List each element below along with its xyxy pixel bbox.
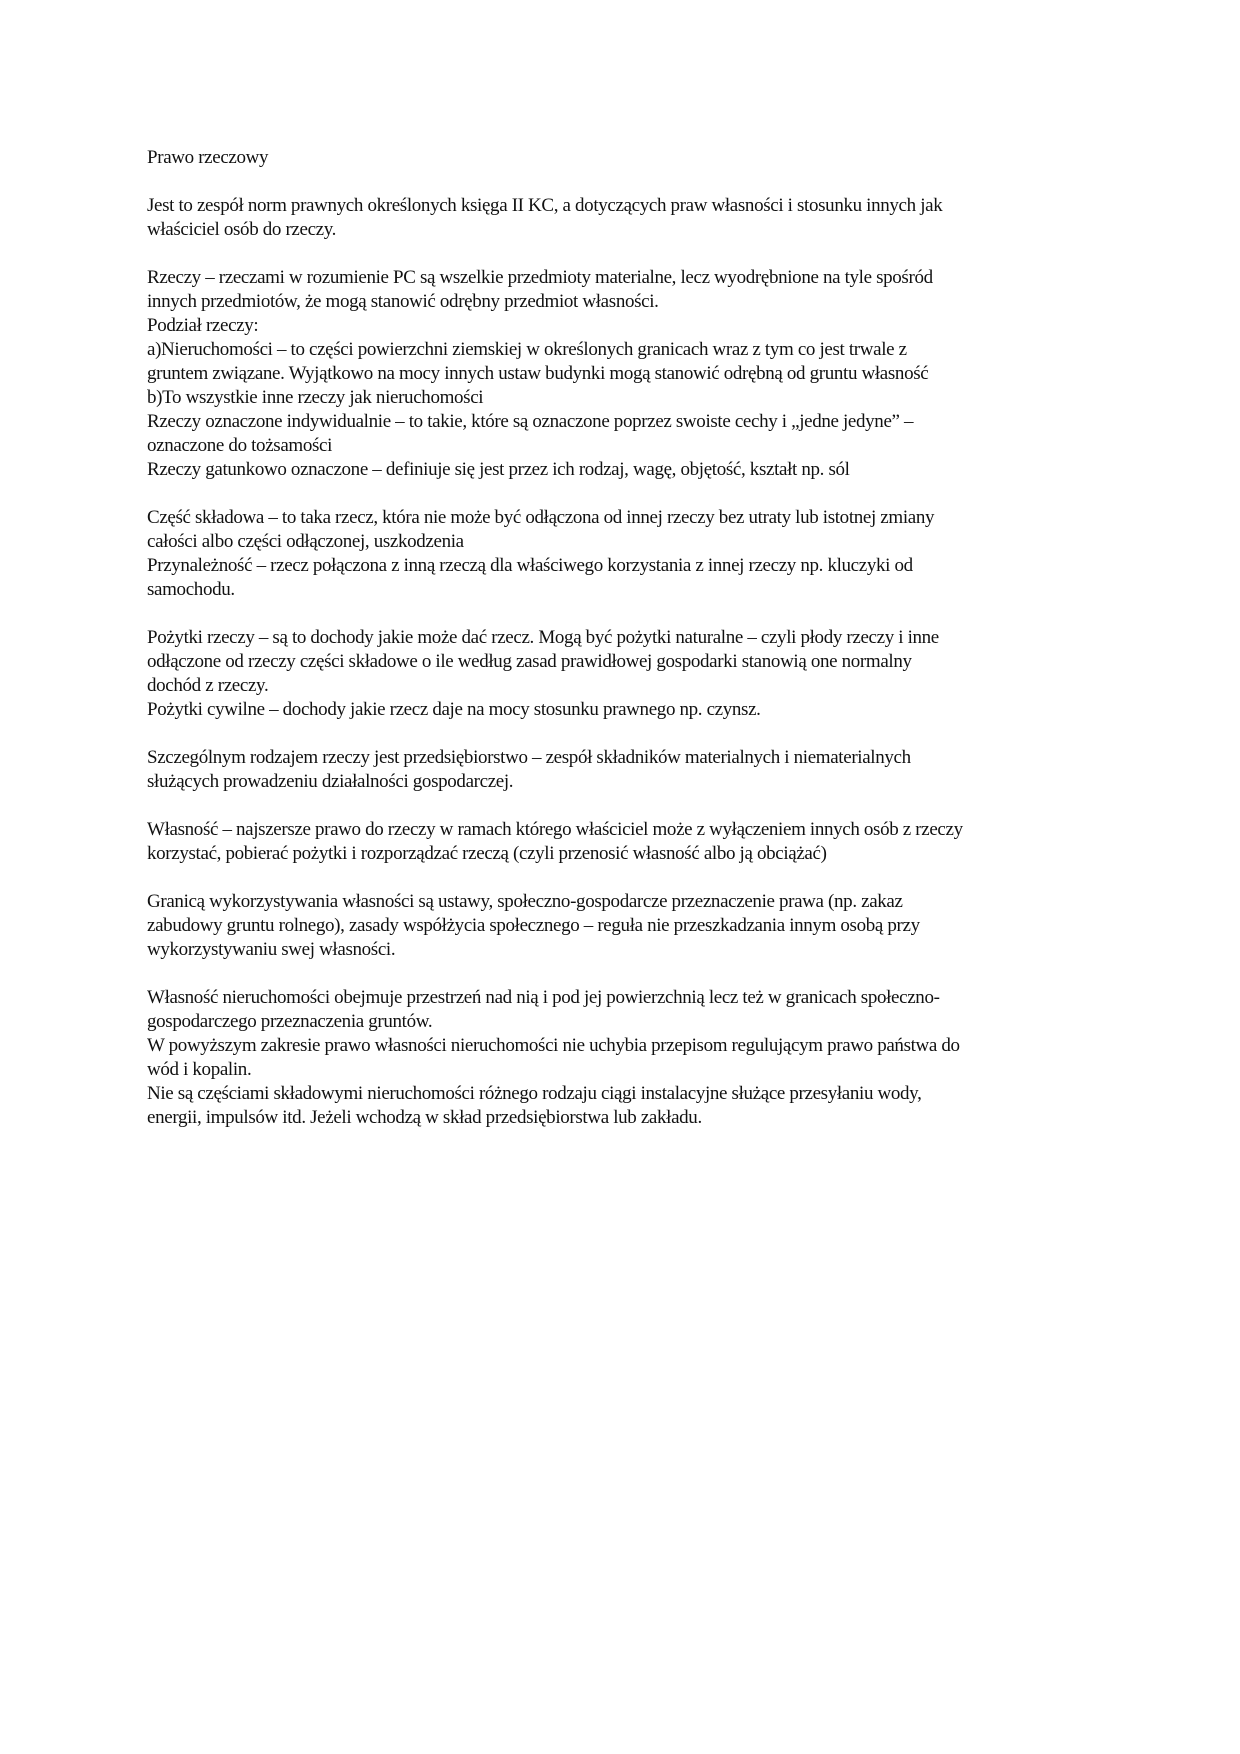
paragraph-gap	[147, 602, 1087, 626]
text-line: Przynależność – rzecz połączona z inną rzeczą dla właściwego korzystania z innej rzeczy np. kluczyki od	[147, 555, 913, 576]
paragraph-wlasnosc	[147, 818, 1087, 866]
paragraph-czesc-skladowa	[147, 506, 1087, 602]
text-line: samochodu.	[147, 579, 235, 600]
paragraph-gap	[147, 242, 1087, 266]
text-line: korzystać, pobierać pożytki i rozporządzać rzeczą (czyli przenosić własność albo ją obciążać)	[147, 843, 827, 864]
text-line: a)Nieruchomości – to części powierzchni ziemskiej w określonych granicach wraz z tym co jest trwale z	[147, 339, 907, 360]
text-line: odłączone od rzeczy części składowe o ile według zasad prawidłowej gospodarki stanowią one normalny	[147, 651, 912, 672]
paragraph-granica	[147, 890, 1087, 962]
text-line: zabudowy gruntu rolnego), zasady współżycia społecznego – reguła nie przeszkadzania innym osobą przy	[147, 915, 920, 936]
text-line: właściciel osób do rzeczy.	[147, 219, 337, 240]
text-line: oznaczone do tożsamości	[147, 435, 333, 456]
text-line: Rzeczy oznaczone indywidualnie – to takie, które są oznaczone poprzez swoiste cechy i „jedne jedyne” –	[147, 411, 914, 432]
text-line: gospodarczego przeznaczenia gruntów.	[147, 1011, 433, 1032]
text-line: innych przedmiotów, że mogą stanowić odrębny przedmiot własności.	[147, 291, 659, 312]
paragraph-gap	[147, 794, 1087, 818]
text-line: Pożytki rzeczy – są to dochody jakie może dać rzecz. Mogą być pożytki naturalne – czyli płody rzeczy i inne	[147, 627, 939, 648]
paragraph-gap	[147, 866, 1087, 890]
text-line: wód i kopalin.	[147, 1059, 252, 1080]
paragraph-rzeczy	[147, 266, 1087, 482]
paragraph-gap	[147, 482, 1087, 506]
text-line: wykorzystywaniu swej własności.	[147, 939, 396, 960]
text-line: Rzeczy gatunkowo oznaczone – definiuje się jest przez ich rodzaj, wagę, objętość, kształt np. sól	[147, 459, 850, 480]
text-line: całości albo części odłączonej, uszkodzenia	[147, 531, 464, 552]
text-line: Pożytki cywilne – dochody jakie rzecz daje na mocy stosunku prawnego np. czynsz.	[147, 699, 761, 720]
document-body	[147, 146, 1087, 1130]
text-line: gruntem związane. Wyjątkowo na mocy innych ustaw budynki mogą stanowić odrębną od gruntu własność	[147, 363, 929, 384]
text-line: Własność – najszersze prawo do rzeczy w ramach którego właściciel może z wyłączeniem innych osób z rzeczy	[147, 819, 963, 840]
text-line: dochód z rzeczy.	[147, 675, 269, 696]
paragraph-gap	[147, 170, 1087, 194]
text-line: Podział rzeczy:	[147, 315, 259, 336]
paragraph-wlasnosc-nieruchomosci	[147, 986, 1087, 1130]
paragraph-definition	[147, 194, 1087, 242]
document-title: Prawo rzeczowy	[147, 147, 269, 168]
text-line: b)To wszystkie inne rzeczy jak nieruchomości	[147, 387, 484, 408]
text-line: Nie są częściami składowymi nieruchomości różnego rodzaju ciągi instalacyjne służące przesyłaniu wody,	[147, 1083, 922, 1104]
text-line: Szczególnym rodzajem rzeczy jest przedsiębiorstwo – zespół składników materialnych i niematerialnych	[147, 747, 911, 768]
text-line: służących prowadzeniu działalności gospodarczej.	[147, 771, 514, 792]
text-line: Granicą wykorzystywania własności są ustawy, społeczno-gospodarcze przeznaczenie prawa (np. zakaz	[147, 891, 903, 912]
paragraph-gap	[147, 962, 1087, 986]
text-line: Część składowa – to taka rzecz, która nie może być odłączona od innej rzeczy bez utraty lub istotnej zmiany	[147, 507, 935, 528]
text-line: energii, impulsów itd. Jeżeli wchodzą w skład przedsiębiorstwa lub zakładu.	[147, 1107, 702, 1128]
paragraph-gap	[147, 722, 1087, 746]
text-line: W powyższym zakresie prawo własności nieruchomości nie uchybia przepisom regulującym prawo państwa do	[147, 1035, 960, 1056]
text-line: Własność nieruchomości obejmuje przestrzeń nad nią i pod jej powierzchnią lecz też w granicach społeczno-	[147, 987, 940, 1008]
paragraph-przedsiebiorstwo	[147, 746, 1087, 794]
text-line: Rzeczy – rzeczami w rozumienie PC są wszelkie przedmioty materialne, lecz wyodrębnione na tyle spośród	[147, 267, 933, 288]
paragraph-pozytki	[147, 626, 1087, 722]
text-line: Jest to zespół norm prawnych określonych księga II KC, a dotyczących praw własności i stosunku innych jak	[147, 195, 943, 216]
